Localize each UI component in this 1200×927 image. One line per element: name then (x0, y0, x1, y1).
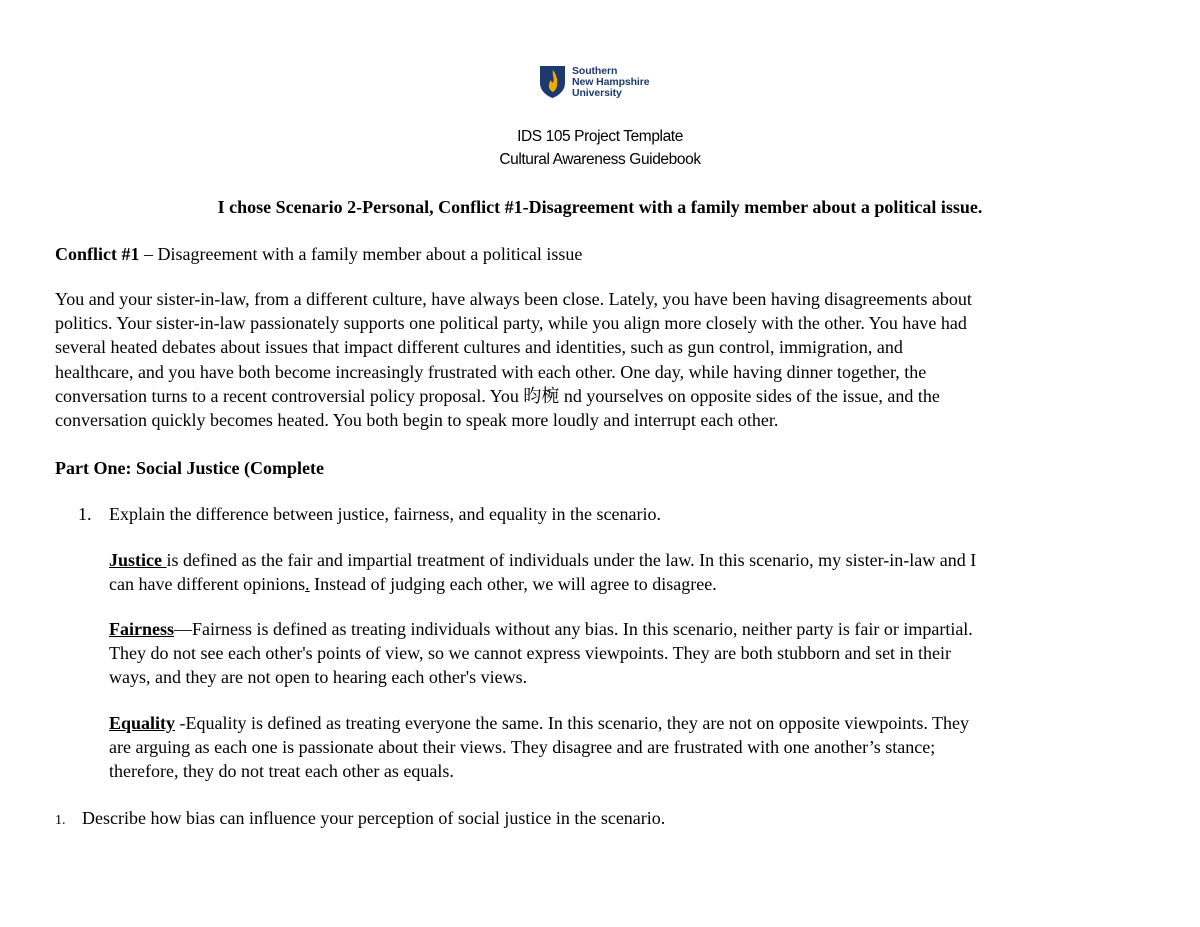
fairness-answer (109, 617, 1169, 690)
justice-answer (109, 548, 1169, 596)
equality-answer (109, 711, 1169, 784)
shield-flame-icon (539, 65, 566, 99)
logo-line-3: University (572, 86, 622, 99)
question-2-text: Describe how bias can influence your perception of social justice in the scenario. (82, 808, 666, 828)
document-subtitle: Cultural Awareness Guidebook (499, 151, 701, 168)
justice-term: Justice (109, 550, 167, 570)
scenario-line: several heated debates about issues that impact different cultures and identities, such as gun control, immigration, and (55, 337, 903, 358)
scenario-line: politics. Your sister-in-law passionately supports one political party, while you align more closely with the other. You have had (55, 313, 967, 334)
conflict-text: – Disagreement with a family member about a political issue (139, 244, 583, 264)
logo-wordmark (572, 66, 649, 99)
justice-period: . (305, 574, 310, 595)
university-logo (539, 65, 649, 99)
question-1-text: Explain the difference between justice, fairness, and equality in the scenario. (109, 504, 661, 524)
equality-line-2: are arguing as each one is passionate about their views. They disagree and are frustrated with one another’s stance; (109, 737, 936, 758)
fairness-line-1: —Fairness is defined as treating individuals without any bias. In this scenario, neither party is fair or impartial. (174, 619, 973, 639)
justice-line-2a: can have different opinions (109, 574, 306, 595)
fairness-term: Fairness (109, 619, 174, 639)
conflict-line (55, 242, 582, 266)
equality-term: Equality (109, 713, 176, 733)
question-1 (78, 502, 661, 526)
part-one-heading: Part One: Social Justice (Complete (55, 458, 324, 478)
scenario-line: healthcare, and you have both become increasingly frustrated with each other. One day, while having dinner together, the (55, 361, 927, 382)
question-1-number: 1. (78, 504, 92, 524)
document-title: IDS 105 Project Template (517, 128, 683, 145)
conflict-label: Conflict #1 (55, 244, 140, 264)
fairness-line-2: They do not see each other's points of view, so we cannot express viewpoints. They are both stubborn and set in their (109, 643, 952, 664)
scenario-choice-heading: I chose Scenario 2-Personal, Conflict #1-Disagreement with a family member about a political issue. (217, 197, 983, 217)
fairness-line-3: ways, and they are not open to hearing each other's views. (109, 667, 528, 688)
equality-line-3: therefore, they do not treat each other as equals. (109, 761, 454, 782)
logo-line-2: New Hampshire (572, 75, 650, 88)
equality-line-1: -Equality is defined as treating everyone the same. In this scenario, they are not on opposite viewpoints. They (175, 713, 969, 733)
scenario-paragraph (55, 287, 1155, 432)
scenario-line: conversation turns to a recent controversial policy proposal. You 昀椀 nd yourselves on opposite sides of the issue, and the (55, 385, 940, 406)
question-2-number: 1. (55, 813, 66, 828)
justice-line-1: is defined as the fair and impartial treatment of individuals under the law. In this scenario, my sister-in-law and I (166, 550, 977, 570)
scenario-line: conversation quickly becomes heated. You both begin to speak more loudly and interrupt each other. (55, 410, 779, 431)
scenario-line: You and your sister-in-law, from a different culture, have always been close. Lately, you have been having disagreements about (55, 289, 972, 309)
logo-line-1: Southern (572, 64, 618, 77)
question-2 (55, 806, 665, 833)
justice-line-2c: Instead of judging each other, we will agree to disagree. (309, 574, 717, 595)
